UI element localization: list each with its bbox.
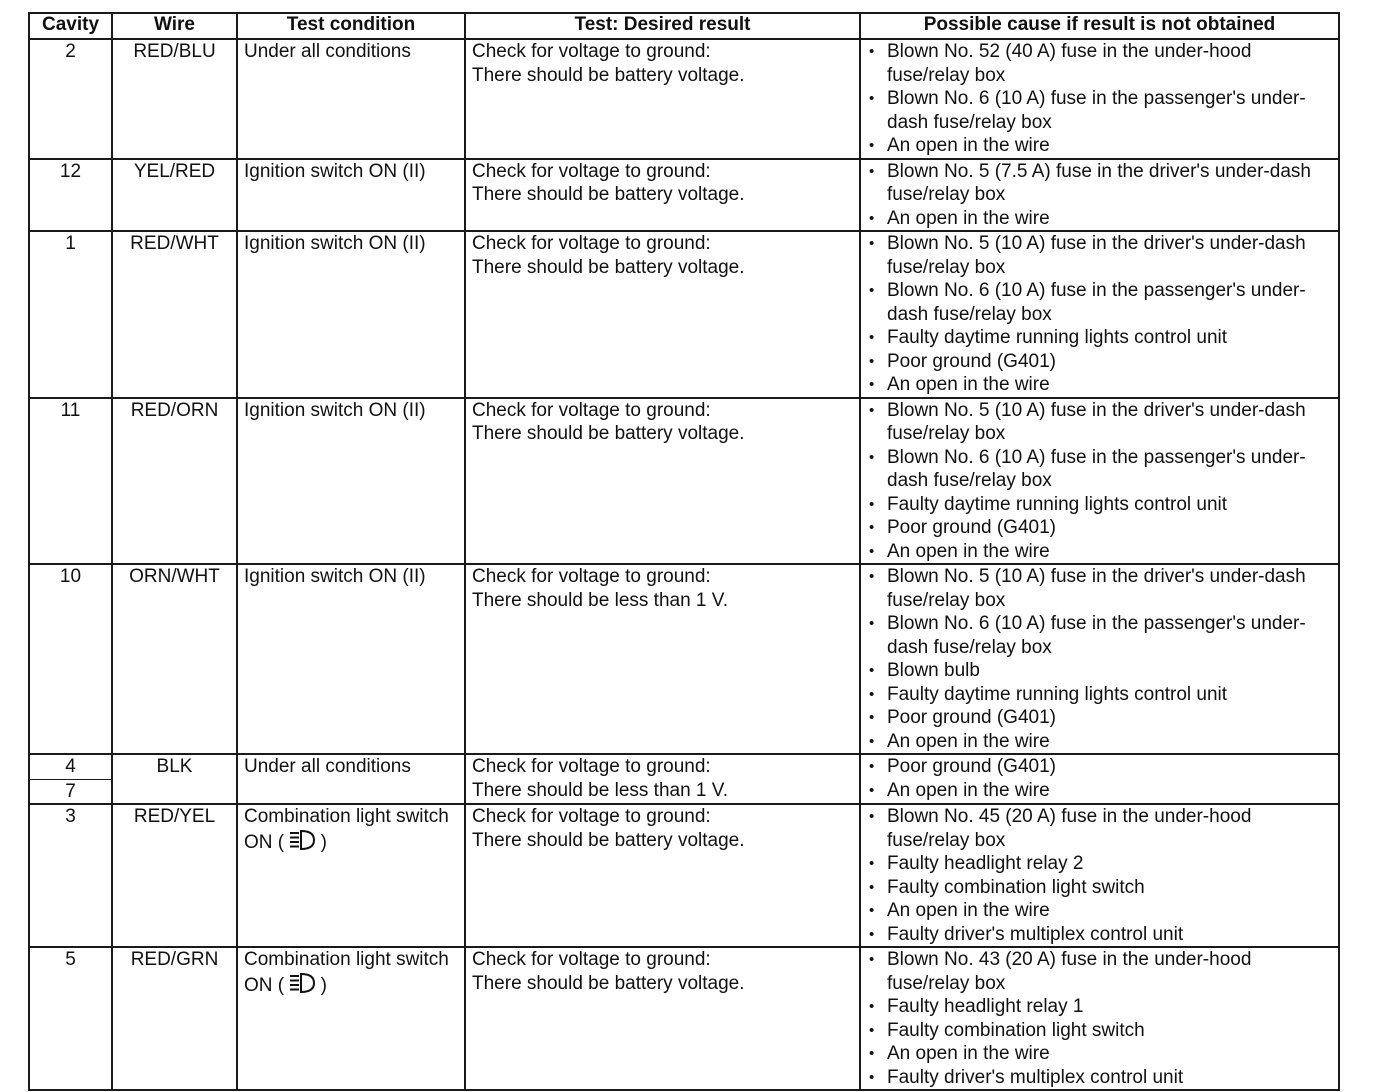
- cause-cell: [860, 398, 1339, 565]
- cause-cell: [860, 231, 1339, 398]
- cause-item: • Faulty headlight relay 1: [867, 995, 1332, 1019]
- condition-cell: [237, 39, 465, 159]
- condition-text: Ignition switch ON (II): [244, 233, 426, 254]
- cause-item: • Faulty daytime running lights control unit: [867, 683, 1332, 707]
- cause-cell: [860, 754, 1339, 804]
- cavity-cell: [29, 564, 112, 754]
- cavity-number: 4: [65, 756, 76, 777]
- cause-item: • Poor ground (G401): [867, 516, 1332, 540]
- condition-suffix: ): [320, 831, 327, 853]
- wire-color: RED/BLU: [133, 41, 216, 62]
- result-line: There should be battery voltage.: [472, 184, 745, 205]
- wire-cell: [112, 398, 237, 565]
- cause-item: • An open in the wire: [867, 1042, 1332, 1066]
- cause-item: • Blown No. 5 (7.5 A) fuse in the driver's under-dash fuse/relay box: [867, 160, 1332, 207]
- result-cell: [465, 804, 860, 947]
- result-cell: [465, 39, 860, 159]
- result-line: There should be battery voltage.: [472, 829, 745, 851]
- cause-item: • Blown No. 6 (10 A) fuse in the passenger's under-dash fuse/relay box: [867, 446, 1332, 493]
- condition-cell: [237, 159, 465, 232]
- wire-color: YEL/RED: [133, 160, 216, 182]
- condition-text: Combination light switch ON (: [244, 949, 449, 996]
- wire-color: RED/YEL: [133, 806, 216, 827]
- cause-item: • Faulty combination light switch: [867, 1019, 1332, 1043]
- wire-cell: [112, 564, 237, 754]
- condition-suffix: ): [320, 974, 327, 996]
- result-line: Check for voltage to ground:: [472, 566, 711, 587]
- cause-list: [867, 160, 1332, 231]
- condition-text: Combination light switch ON (: [244, 806, 449, 853]
- cause-item: • An open in the wire: [867, 373, 1332, 397]
- cause-item: • Faulty headlight relay 2: [867, 852, 1332, 876]
- condition-text: Under all conditions: [244, 756, 411, 777]
- wire-color: ORN/WHT: [129, 566, 220, 587]
- result-line: There should be battery voltage.: [472, 256, 745, 278]
- table-row: [29, 754, 1339, 804]
- cause-item: • Faulty driver's multiplex control unit: [867, 923, 1332, 947]
- cavity-cell: [29, 398, 112, 565]
- result-line: There should be less than 1 V.: [472, 589, 728, 611]
- wire-cell: [112, 159, 237, 232]
- cause-list: [867, 40, 1332, 158]
- headlight-icon: [289, 829, 315, 851]
- cause-item: • Faulty daytime running lights control unit: [867, 493, 1332, 517]
- cavity-number: 2: [65, 41, 76, 62]
- header-possible-cause: Possible cause if result is not obtained: [860, 13, 1339, 39]
- cause-list: [867, 948, 1332, 1089]
- cause-item: • Blown No. 5 (10 A) fuse in the driver's under-dash fuse/relay box: [867, 399, 1332, 446]
- cause-item: • Faulty combination light switch: [867, 876, 1332, 900]
- cause-item: • Blown bulb: [867, 659, 1332, 683]
- cavity-number: 5: [65, 949, 76, 970]
- wire-cell: [112, 754, 237, 804]
- wire-color: RED/WHT: [130, 233, 219, 254]
- result-line: Check for voltage to ground:: [472, 160, 711, 182]
- cause-cell: [860, 947, 1339, 1090]
- result-line: Check for voltage to ground:: [472, 949, 711, 970]
- cause-list: [867, 755, 1332, 802]
- cause-item: • Blown No. 5 (10 A) fuse in the driver's under-dash fuse/relay box: [867, 232, 1332, 279]
- cause-item: • An open in the wire: [867, 899, 1332, 923]
- cause-list: [867, 232, 1332, 397]
- condition-text: Under all conditions: [244, 41, 411, 62]
- header-cavity: Cavity: [29, 13, 112, 39]
- headlight-icon: [289, 972, 315, 994]
- result-line: Check for voltage to ground:: [472, 399, 711, 421]
- result-line: There should be battery voltage.: [472, 972, 745, 994]
- cavity-cell: [29, 804, 112, 947]
- result-cell: [465, 159, 860, 232]
- wire-color: RED/ORN: [130, 399, 219, 421]
- result-line: There should be battery voltage.: [472, 64, 745, 86]
- table-row: [29, 804, 1339, 947]
- result-line: There should be less than 1 V.: [472, 779, 728, 801]
- wire-color: RED/GRN: [130, 949, 219, 970]
- result-line: There should be battery voltage.: [472, 423, 745, 444]
- wire-cell: [112, 947, 237, 1090]
- table-row: [29, 564, 1339, 754]
- condition-text: Ignition switch ON (II): [244, 399, 426, 421]
- wire-color: BLK: [156, 756, 193, 777]
- cause-cell: [860, 39, 1339, 159]
- cause-item: • An open in the wire: [867, 730, 1332, 754]
- result-line: Check for voltage to ground:: [472, 756, 711, 777]
- cause-list: [867, 805, 1332, 946]
- cause-item: • An open in the wire: [867, 540, 1332, 564]
- cause-list: [867, 565, 1332, 753]
- table-row: [29, 39, 1339, 159]
- cavity-number: 12: [59, 160, 82, 182]
- cavity-cell: [29, 754, 112, 804]
- cause-item: • Blown No. 5 (10 A) fuse in the driver's under-dash fuse/relay box: [867, 565, 1332, 612]
- result-cell: [465, 231, 860, 398]
- cause-item: • An open in the wire: [867, 207, 1332, 231]
- condition-cell: [237, 231, 465, 398]
- cause-item: • Faulty daytime running lights control unit: [867, 326, 1332, 350]
- cause-item: • Blown No. 52 (40 A) fuse in the under-hood fuse/relay box: [867, 40, 1332, 87]
- condition-text: Ignition switch ON (II): [244, 160, 426, 182]
- wire-cell: [112, 231, 237, 398]
- cavity-number: 7: [30, 779, 111, 804]
- result-cell: [465, 947, 860, 1090]
- header-desired-result: Test: Desired result: [465, 13, 860, 39]
- cause-item: • Poor ground (G401): [867, 350, 1332, 374]
- cavity-number: 10: [59, 566, 82, 587]
- condition-text: Ignition switch ON (II): [244, 566, 426, 587]
- cavity-number: 11: [60, 399, 81, 421]
- cause-cell: [860, 804, 1339, 947]
- cavity-cell: [29, 39, 112, 159]
- cavity-number: 3: [65, 806, 76, 827]
- cause-cell: [860, 159, 1339, 232]
- diagnostic-table: [28, 12, 1340, 1091]
- cavity-cell: [29, 947, 112, 1090]
- result-line: Check for voltage to ground:: [472, 41, 711, 62]
- cause-item: • Blown No. 43 (20 A) fuse in the under-hood fuse/relay box: [867, 948, 1332, 995]
- cavity-cell: [29, 159, 112, 232]
- cause-cell: [860, 564, 1339, 754]
- condition-cell: [237, 754, 465, 804]
- condition-cell: [237, 564, 465, 754]
- cause-item: • An open in the wire: [867, 779, 1332, 803]
- cause-item: • An open in the wire: [867, 134, 1332, 158]
- table-row: [29, 947, 1339, 1090]
- cause-item: • Blown No. 45 (20 A) fuse in the under-hood fuse/relay box: [867, 805, 1332, 852]
- cause-item: • Poor ground (G401): [867, 706, 1332, 730]
- table-body: [29, 39, 1339, 1090]
- table-row: [29, 231, 1339, 398]
- table-row: [29, 159, 1339, 232]
- condition-cell: [237, 804, 465, 947]
- cavity-number: 1: [65, 233, 76, 254]
- cause-list: [867, 399, 1332, 564]
- cavity-cell: [29, 231, 112, 398]
- header-row: [29, 13, 1339, 39]
- cause-item: • Blown No. 6 (10 A) fuse in the passenger's under-dash fuse/relay box: [867, 612, 1332, 659]
- table-row: [29, 398, 1339, 565]
- cause-item: • Blown No. 6 (10 A) fuse in the passenger's under-dash fuse/relay box: [867, 279, 1332, 326]
- wire-cell: [112, 39, 237, 159]
- cavity-split: [36, 755, 105, 803]
- condition-cell: [237, 398, 465, 565]
- cause-item: • Faulty driver's multiplex control unit: [867, 1066, 1332, 1090]
- cause-item: • Blown No. 6 (10 A) fuse in the passenger's under-dash fuse/relay box: [867, 87, 1332, 134]
- wire-cell: [112, 804, 237, 947]
- result-cell: [465, 564, 860, 754]
- cause-item: • Poor ground (G401): [867, 755, 1332, 779]
- result-cell: [465, 398, 860, 565]
- result-line: Check for voltage to ground:: [472, 233, 711, 254]
- result-line: Check for voltage to ground:: [472, 806, 711, 827]
- header-test-condition: Test condition: [237, 13, 465, 39]
- header-wire: Wire: [112, 13, 237, 39]
- result-cell: [465, 754, 860, 804]
- condition-cell: [237, 947, 465, 1090]
